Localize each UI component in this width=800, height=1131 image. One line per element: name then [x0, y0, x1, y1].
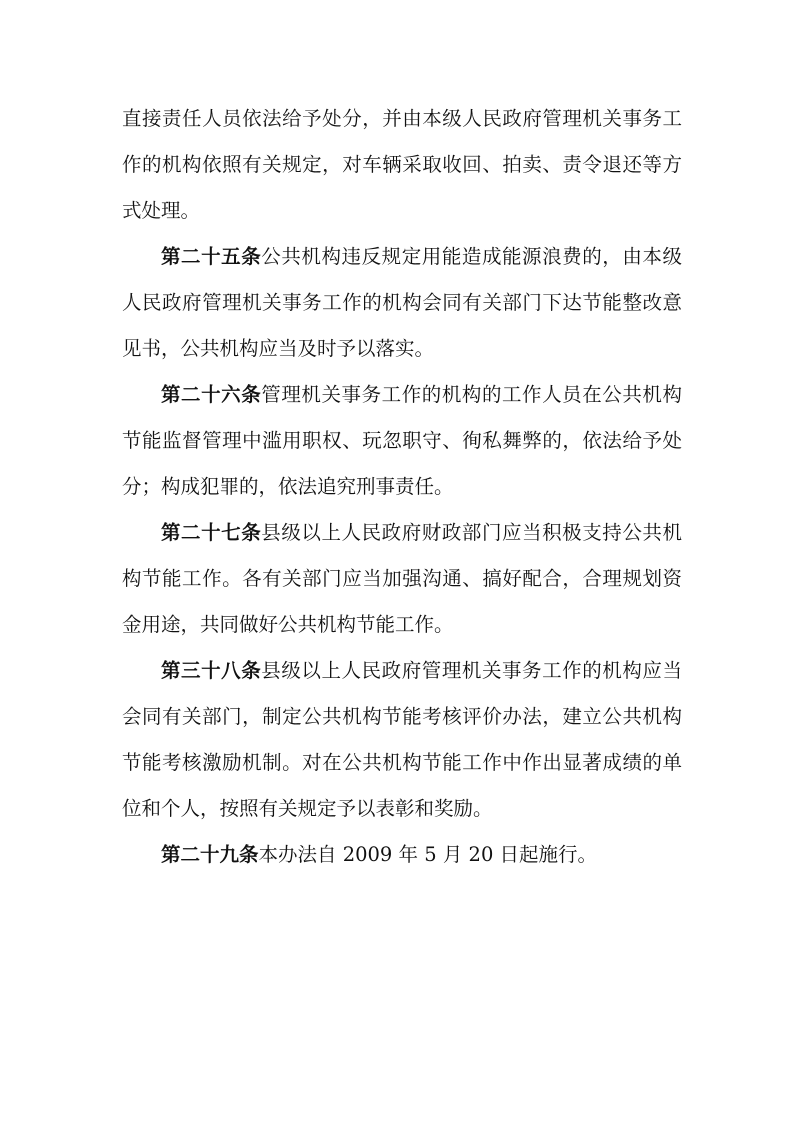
article-26	[122, 372, 682, 510]
article-number: 第三十八条	[161, 659, 262, 682]
article-text: 公共机构违反规定用能造成能源浪费的，由本级人民政府管理机关事务工作的机构会同有关部门下达节能整改意见书，公共机构应当及时予以落实。	[122, 245, 682, 360]
article-29	[122, 832, 682, 878]
article-number: 第二十六条	[161, 383, 262, 406]
document-body	[122, 96, 682, 878]
paragraph-text: 直接责任人员依法给予处分，并由本级人民政府管理机关事务工作的机构依照有关规定，对车辆采取收回、拍卖、责令退还等方式处理。	[122, 107, 682, 222]
article-text: 管理机关事务工作的机构的工作人员在公共机构节能监督管理中滥用职权、玩忽职守、徇私舞弊的，依法给予处分；构成犯罪的，依法追究刑事责任。	[122, 383, 682, 498]
article-38	[122, 648, 682, 832]
article-27	[122, 510, 682, 648]
article-number: 第二十七条	[161, 521, 262, 544]
article-number: 第二十九条	[161, 843, 259, 866]
article-text: 县级以上人民政府财政部门应当积极支持公共机构节能工作。各有关部门应当加强沟通、搞好配合，合理规划资金用途，共同做好公共机构节能工作。	[122, 521, 682, 636]
article-number: 第二十五条	[161, 245, 262, 268]
paragraph-continuation	[122, 96, 682, 234]
article-25	[122, 234, 682, 372]
article-text: 本办法自 2009 年 5 月 20 日起施行。	[258, 843, 598, 866]
article-text: 县级以上人民政府管理机关事务工作的机构应当会同有关部门，制定公共机构节能考核评价办法，建立公共机构节能考核激励机制。对在公共机构节能工作中作出显著成绩的单位和个人，按照有关规定予以表彰和奖励。	[122, 659, 682, 820]
